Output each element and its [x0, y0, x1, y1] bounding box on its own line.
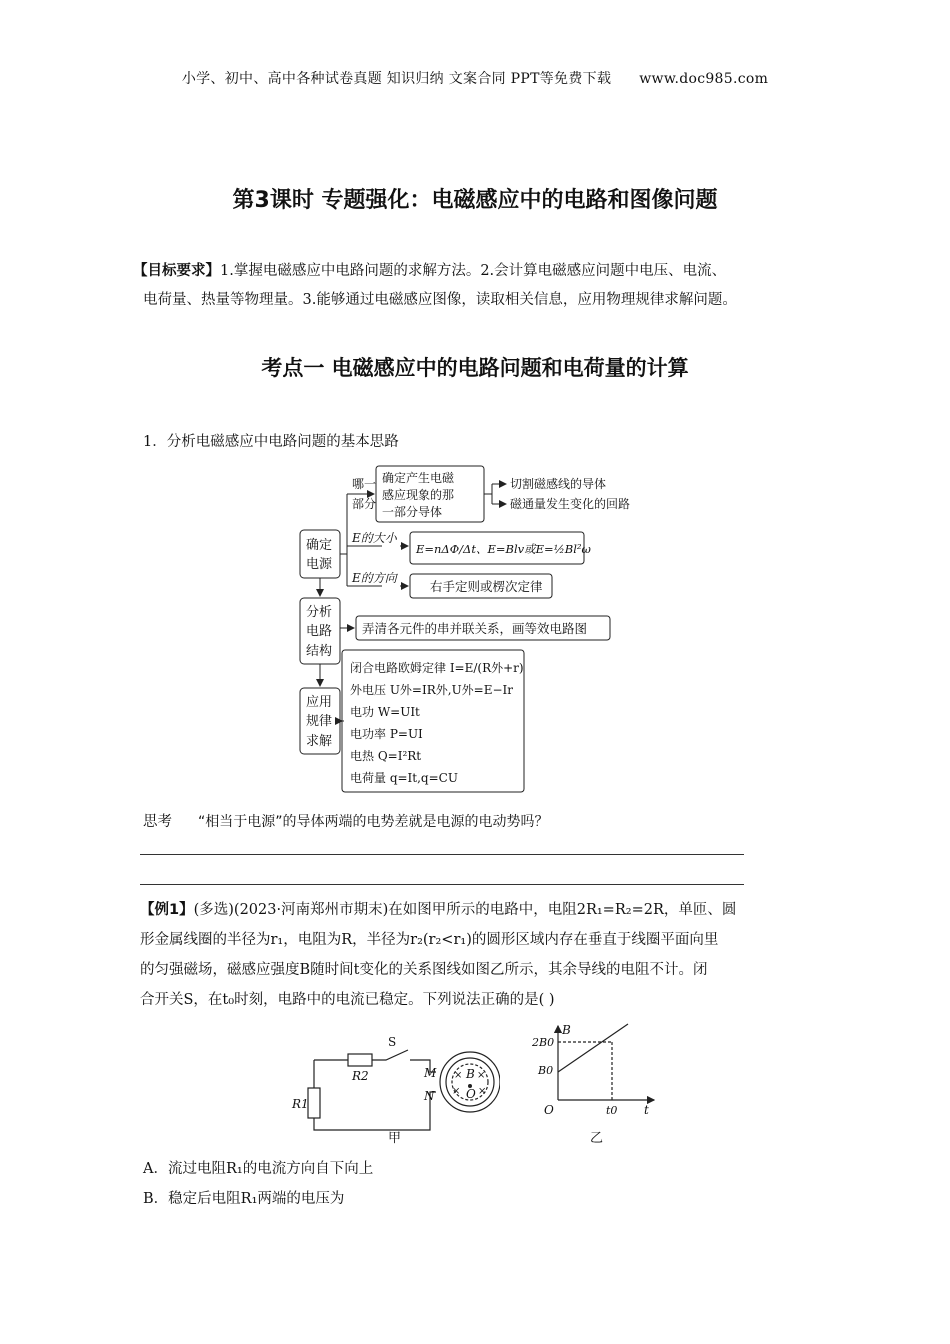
goal-text-1: 1.掌握电磁感应中电路问题的求解方法。2.会计算电磁感应问题中电压、电流、 [220, 263, 727, 279]
which-box-line-3: 一部分导体 [382, 505, 443, 519]
example-line-1 [140, 895, 820, 925]
structure-line-3: 结构 [306, 644, 333, 659]
flow-diagram [292, 460, 662, 800]
example-line-4: 合开关S，在t₀时刻，电路中的电流已稳定。下列说法正确的是( ) [140, 992, 555, 1008]
law-1: 闭合电路欧姆定律 I=E/(R外+r) [350, 661, 524, 675]
which-part-line-1: 哪一 [352, 477, 377, 491]
law-4: 电功率 P=UI [350, 727, 423, 741]
label-jia: 甲 [388, 1131, 402, 1146]
header-text: 小学、初中、高中各种试卷真题 知识归纳 文案合同 PPT等免费下载 [181, 71, 612, 87]
tick-2b0: 2B0 [532, 1036, 555, 1049]
lesson-title: 第3课时 专题强化：电磁感应中的电路和图像问题 [232, 188, 718, 213]
apply-line-2: 规律 [306, 714, 333, 729]
apply-line-3: 求解 [306, 734, 333, 749]
x-mark-icon: × [478, 1086, 487, 1097]
b-label: B [466, 1067, 475, 1081]
axis-b-label: B [562, 1023, 571, 1037]
figure-circuit [290, 1030, 500, 1155]
which-option-2: 磁通量发生变化的回路 [510, 497, 631, 511]
think-row [143, 810, 549, 831]
x-mark-icon: × [452, 1086, 461, 1097]
point-1: 1．分析电磁感应中电路问题的基本思路 [143, 434, 399, 450]
goal-line-1 [133, 256, 823, 286]
think-label: 思考 [143, 814, 172, 830]
law-3: 电功 W=UIt [350, 705, 420, 719]
resistor-r1 [308, 1088, 320, 1118]
x-mark-icon: × [477, 1070, 486, 1081]
origin-label: O [544, 1103, 554, 1117]
which-box-line-1: 确定产生电磁 [382, 471, 455, 485]
example-tag: 【例1】 [140, 902, 194, 918]
switch-label: S [388, 1035, 397, 1049]
which-option-1: 切割磁感线的导体 [510, 477, 607, 491]
figure-bt-graph [530, 1018, 670, 1148]
tick-t0: t0 [606, 1104, 618, 1117]
n-label: N [424, 1089, 435, 1103]
e-formula: E=nΔΦ/Δt、E=Blv或E=½Bl²ω [416, 542, 591, 556]
r1-label: R1 [292, 1097, 309, 1111]
example-text-1: (多选)(2023·河南郑州市期末)在如图甲所示的电路中，电阻2R₁=R₂=2R，单匝、圆 [193, 902, 737, 918]
law-5: 电热 Q=I²Rt [350, 749, 422, 763]
source-line-1: 确定 [306, 538, 333, 553]
law-6: 电荷量 q=It,q=CU [350, 771, 458, 785]
tick-b0: B0 [538, 1064, 554, 1077]
e-dir-label: E的方向 [352, 571, 397, 585]
r2-label: R2 [352, 1069, 369, 1083]
header-url[interactable]: www.doc985.com [639, 71, 769, 87]
structure-line-2: 电路 [306, 624, 333, 639]
option-b[interactable]: B．稳定后电阻R₁两端的电压为 [143, 1191, 345, 1207]
which-box-line-2: 感应现象的那 [382, 488, 455, 502]
label-yi: 乙 [590, 1131, 604, 1146]
m-label: M [424, 1066, 437, 1080]
structure-desc: 弄清各元件的串并联关系，画等效电路图 [362, 621, 588, 636]
e-dir-box-text: 右手定则或楞次定律 [430, 579, 543, 594]
structure-line-1: 分析 [306, 605, 333, 620]
goal-line-2: 电荷量、热量等物理量。3.能够通过电磁感应图像，读取相关信息，应用物理规律求解问题。 [143, 292, 737, 308]
law-2: 外电压 U外=IR外,U外=E−Ir [350, 683, 514, 697]
axis-t-label: t [644, 1103, 649, 1117]
section-heading: 考点一 电磁感应中的电路问题和电荷量的计算 [261, 356, 689, 380]
site-header [0, 68, 950, 88]
example-line-3: 的匀强磁场，磁感应强度B随时间t变化的关系图线如图乙所示，其余导线的电阻不计。闭 [140, 962, 708, 978]
goal-tag: 【目标要求】 [133, 263, 220, 279]
answer-line-1[interactable] [140, 854, 744, 855]
answer-line-2[interactable] [140, 884, 744, 885]
example-line-2: 形金属线圈的半径为r₁，电阻为R，半径为r₂(r₂<r₁)的圆形区域内存在垂直于线圈平面向里 [140, 932, 719, 948]
x-mark-icon: × [454, 1070, 463, 1081]
think-text: “相当于电源”的导体两端的电势差就是电源的电动势吗？ [198, 814, 549, 830]
option-a[interactable]: A．流过电阻R₁的电流方向自下向上 [143, 1161, 374, 1177]
source-line-2: 电源 [306, 557, 333, 572]
o-label: O [466, 1087, 476, 1101]
coil-ring [440, 1052, 500, 1112]
which-part-line-2: 部分 [352, 497, 377, 511]
apply-line-1: 应用 [306, 695, 333, 710]
resistor-r2 [348, 1054, 372, 1066]
e-size-label: E的大小 [352, 531, 397, 545]
